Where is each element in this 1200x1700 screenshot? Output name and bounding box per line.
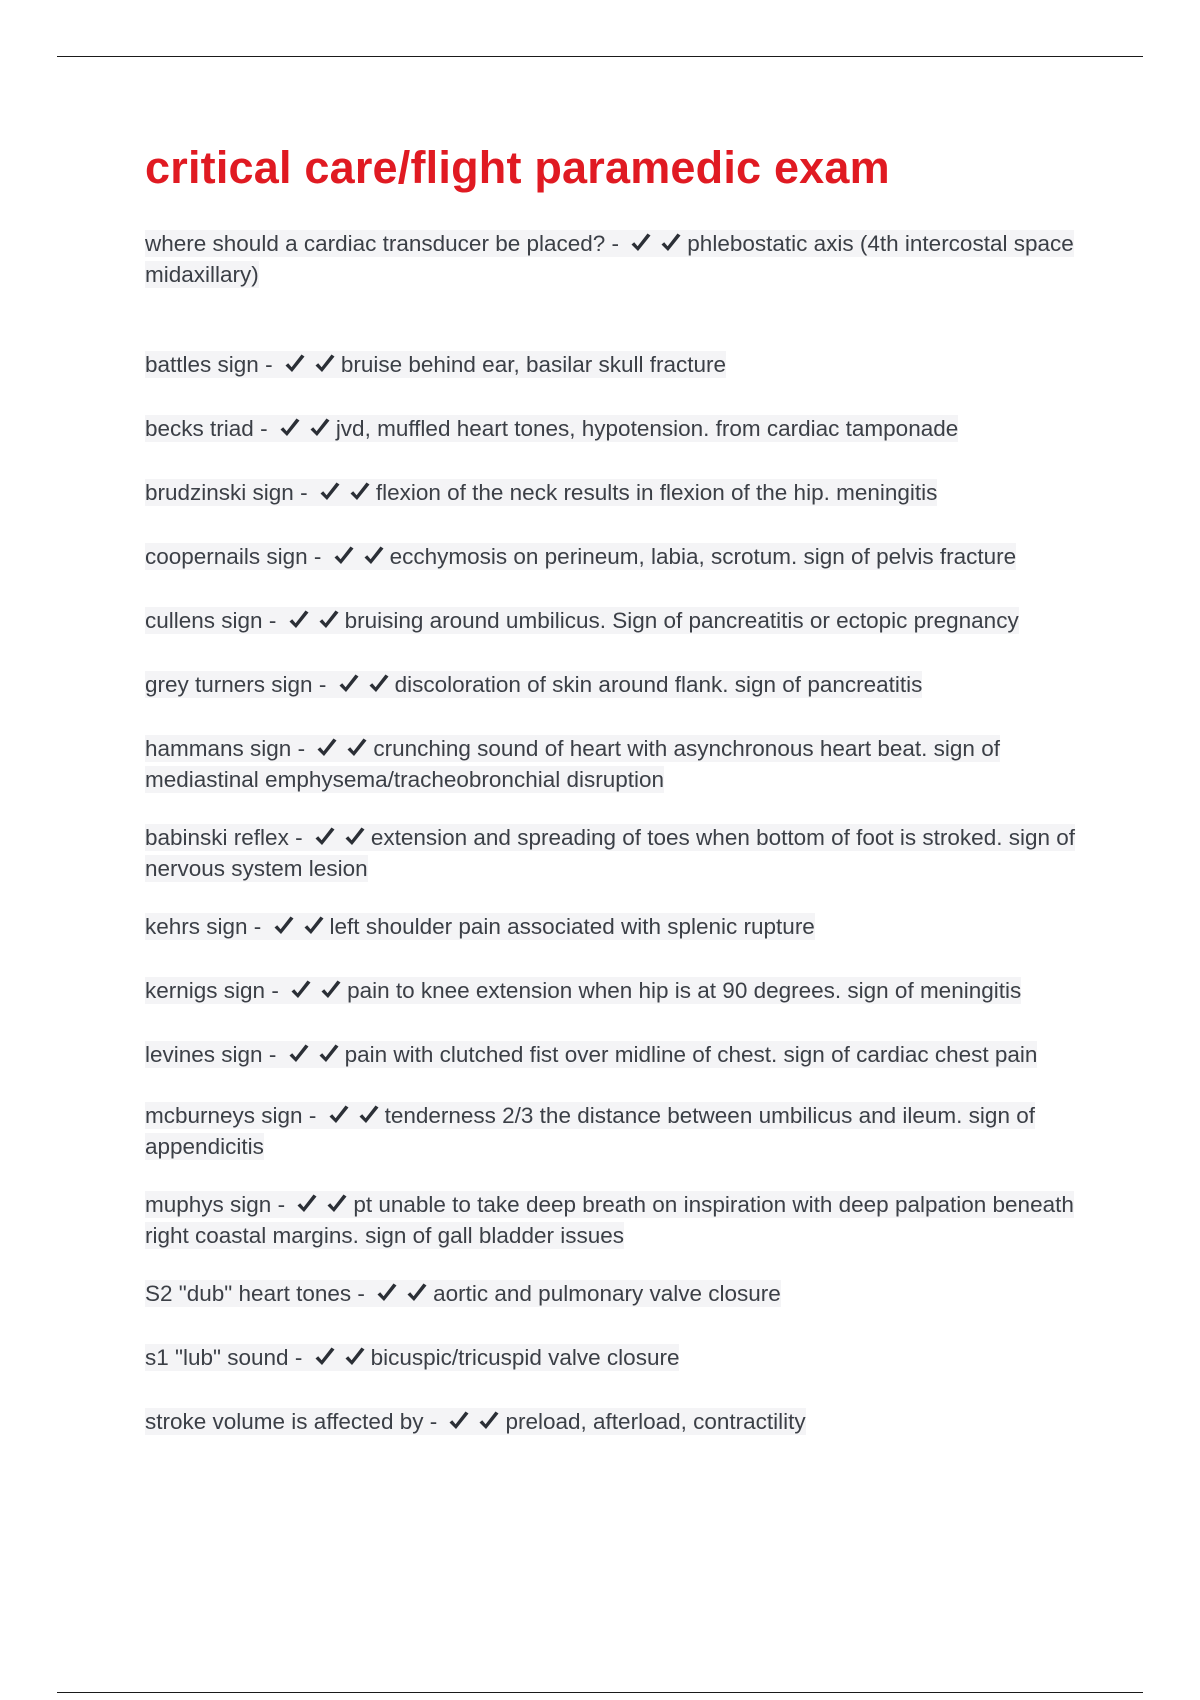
check-mark-icon	[348, 481, 372, 503]
qa-item	[145, 230, 1095, 289]
double-check-icons	[447, 1410, 503, 1439]
qa-item-highlight	[145, 1408, 806, 1435]
qa-item	[145, 543, 1095, 574]
qa-item-highlight	[145, 1041, 1037, 1068]
qa-separator: -	[258, 352, 279, 377]
qa-separator: -	[262, 608, 283, 633]
check-mark-icon	[375, 1282, 399, 1304]
check-mark-icon	[272, 915, 296, 937]
qa-answer: pain to knee extension when hip is at 90 degrees. sign of meningitis	[347, 978, 1022, 1003]
double-check-icons	[332, 545, 388, 574]
qa-question: levines sign	[145, 1042, 263, 1067]
double-check-icons	[318, 481, 374, 510]
qa-separator: -	[291, 736, 312, 761]
qa-separator: -	[288, 1345, 309, 1370]
double-check-icons	[313, 826, 369, 855]
check-mark-icon	[332, 545, 356, 567]
qa-item-highlight	[145, 415, 958, 442]
qa-question: S2 "dub" heart tones	[145, 1281, 352, 1306]
check-mark-icon	[405, 1282, 429, 1304]
qa-question: grey turners sign	[145, 672, 313, 697]
double-check-icons	[289, 979, 345, 1008]
qa-item-highlight	[145, 230, 1074, 288]
check-mark-icon	[343, 826, 367, 848]
qa-answer: bruising around umbilicus. Sign of pancreatitis or ectopic pregnancy	[344, 608, 1019, 633]
qa-question: brudzinski sign	[145, 480, 294, 505]
check-mark-icon	[325, 1193, 349, 1215]
qa-answer: left shoulder pain associated with splenic rupture	[329, 914, 815, 939]
check-mark-icon	[447, 1410, 471, 1432]
check-mark-icon	[345, 737, 369, 759]
qa-answer: jvd, muffled heart tones, hypotension. from cardiac tamponade	[335, 416, 959, 441]
qa-list	[145, 230, 1095, 1472]
qa-question: mcburneys sign	[145, 1103, 303, 1128]
check-mark-icon	[313, 826, 337, 848]
qa-item	[145, 1102, 1095, 1161]
check-mark-icon	[317, 1043, 341, 1065]
check-mark-icon	[287, 609, 311, 631]
qa-answer: pain with clutched fist over midline of chest. sign of cardiac chest pain	[344, 1042, 1038, 1067]
qa-answer: discoloration of skin around flank. sign of pancreatitis	[394, 672, 923, 697]
qa-item-highlight	[145, 824, 1075, 882]
qa-answer: pt unable to take deep breath on inspiration with deep palpation beneath right coastal margins. sign of gall bladder issues	[145, 1192, 1074, 1248]
qa-answer: bruise behind ear, basilar skull fracture	[340, 352, 727, 377]
qa-question: babinski reflex	[145, 825, 289, 850]
page-title: critical care/flight paramedic exam	[145, 142, 890, 193]
check-mark-icon	[477, 1410, 501, 1432]
qa-item	[145, 1041, 1095, 1072]
qa-separator: -	[265, 978, 286, 1003]
qa-separator: -	[247, 914, 268, 939]
double-check-icons	[375, 1282, 431, 1311]
qa-item	[145, 735, 1095, 794]
qa-question: where should a cardiac transducer be placed?	[145, 231, 606, 256]
qa-answer: aortic and pulmonary valve closure	[433, 1281, 781, 1306]
qa-separator: -	[293, 480, 314, 505]
top-rule	[57, 56, 1143, 57]
bottom-rule	[57, 1692, 1143, 1693]
qa-separator: -	[288, 825, 309, 850]
qa-question: s1 "lub" sound	[145, 1345, 289, 1370]
double-check-icons	[287, 609, 343, 638]
double-check-icons	[287, 1043, 343, 1072]
check-mark-icon	[319, 979, 343, 1001]
check-mark-icon	[343, 1346, 367, 1368]
double-check-icons	[272, 915, 328, 944]
qa-item-highlight	[145, 671, 922, 698]
double-check-icons	[327, 1104, 383, 1133]
check-mark-icon	[327, 1104, 351, 1126]
qa-answer: crunching sound of heart with asynchronous heart beat. sign of mediastinal emphysema/tracheobronchial disruption	[145, 736, 1000, 792]
qa-item	[145, 1344, 1095, 1375]
check-mark-icon	[337, 673, 361, 695]
qa-question: cullens sign	[145, 608, 263, 633]
qa-item	[145, 607, 1095, 638]
check-mark-icon	[659, 232, 683, 254]
qa-item-highlight	[145, 1280, 781, 1307]
qa-item-highlight	[145, 1102, 1035, 1160]
check-mark-icon	[295, 1193, 319, 1215]
double-check-icons	[283, 353, 339, 382]
qa-separator: -	[271, 1192, 292, 1217]
qa-separator: -	[605, 231, 626, 256]
qa-separator: -	[351, 1281, 372, 1306]
qa-answer: flexion of the neck results in flexion of the hip. meningitis	[375, 480, 938, 505]
qa-separator: -	[253, 416, 274, 441]
qa-answer: phlebostatic axis (4th intercostal space midaxillary)	[145, 231, 1074, 287]
qa-question: kernigs sign	[145, 978, 266, 1003]
qa-answer: bicuspic/tricuspid valve closure	[370, 1345, 680, 1370]
qa-item-highlight	[145, 479, 937, 506]
qa-item	[145, 1191, 1095, 1250]
check-mark-icon	[315, 737, 339, 759]
qa-answer: tenderness 2/3 the distance between umbilicus and ileum. sign of appendicitis	[145, 1103, 1035, 1159]
qa-item-highlight	[145, 1344, 679, 1371]
qa-item	[145, 351, 1095, 382]
qa-item-highlight	[145, 735, 1000, 793]
check-mark-icon	[362, 545, 386, 567]
qa-item-highlight	[145, 913, 815, 940]
qa-item	[145, 824, 1095, 883]
check-mark-icon	[367, 673, 391, 695]
double-check-icons	[278, 417, 334, 446]
qa-separator: -	[312, 672, 333, 697]
check-mark-icon	[287, 1043, 311, 1065]
double-check-icons	[313, 1346, 369, 1375]
qa-question: becks triad	[145, 416, 254, 441]
check-mark-icon	[283, 353, 307, 375]
qa-item	[145, 1408, 1095, 1439]
double-check-icons	[295, 1193, 351, 1222]
check-mark-icon	[278, 417, 302, 439]
check-mark-icon	[357, 1104, 381, 1126]
qa-question: stroke volume is affected by	[145, 1409, 424, 1434]
qa-item-highlight	[145, 607, 1019, 634]
qa-item	[145, 671, 1095, 702]
qa-item	[145, 415, 1095, 446]
qa-item	[145, 977, 1095, 1008]
qa-item	[145, 1280, 1095, 1311]
qa-question: kehrs sign	[145, 914, 248, 939]
double-check-icons	[315, 737, 371, 766]
qa-separator: -	[423, 1409, 444, 1434]
qa-answer: preload, afterload, contractility	[505, 1409, 806, 1434]
qa-question: hammans sign	[145, 736, 292, 761]
qa-item-highlight	[145, 351, 726, 378]
double-check-icons	[629, 232, 685, 261]
double-check-icons	[337, 673, 393, 702]
qa-answer: ecchymosis on perineum, labia, scrotum. sign of pelvis fracture	[389, 544, 1017, 569]
check-mark-icon	[313, 353, 337, 375]
check-mark-icon	[317, 609, 341, 631]
qa-question: muphys sign	[145, 1192, 272, 1217]
qa-item-highlight	[145, 1191, 1074, 1249]
qa-answer: extension and spreading of toes when bottom of foot is stroked. sign of nervous system lesion	[145, 825, 1076, 881]
check-mark-icon	[308, 417, 332, 439]
check-mark-icon	[302, 915, 326, 937]
qa-separator: -	[262, 1042, 283, 1067]
qa-question: coopernails sign	[145, 544, 308, 569]
qa-item-highlight	[145, 977, 1021, 1004]
qa-question: battles sign	[145, 352, 259, 377]
check-mark-icon	[313, 1346, 337, 1368]
check-mark-icon	[318, 481, 342, 503]
qa-item	[145, 913, 1095, 944]
qa-separator: -	[302, 1103, 323, 1128]
check-mark-icon	[289, 979, 313, 1001]
qa-item-highlight	[145, 543, 1016, 570]
qa-separator: -	[307, 544, 328, 569]
qa-item	[145, 479, 1095, 510]
check-mark-icon	[629, 232, 653, 254]
